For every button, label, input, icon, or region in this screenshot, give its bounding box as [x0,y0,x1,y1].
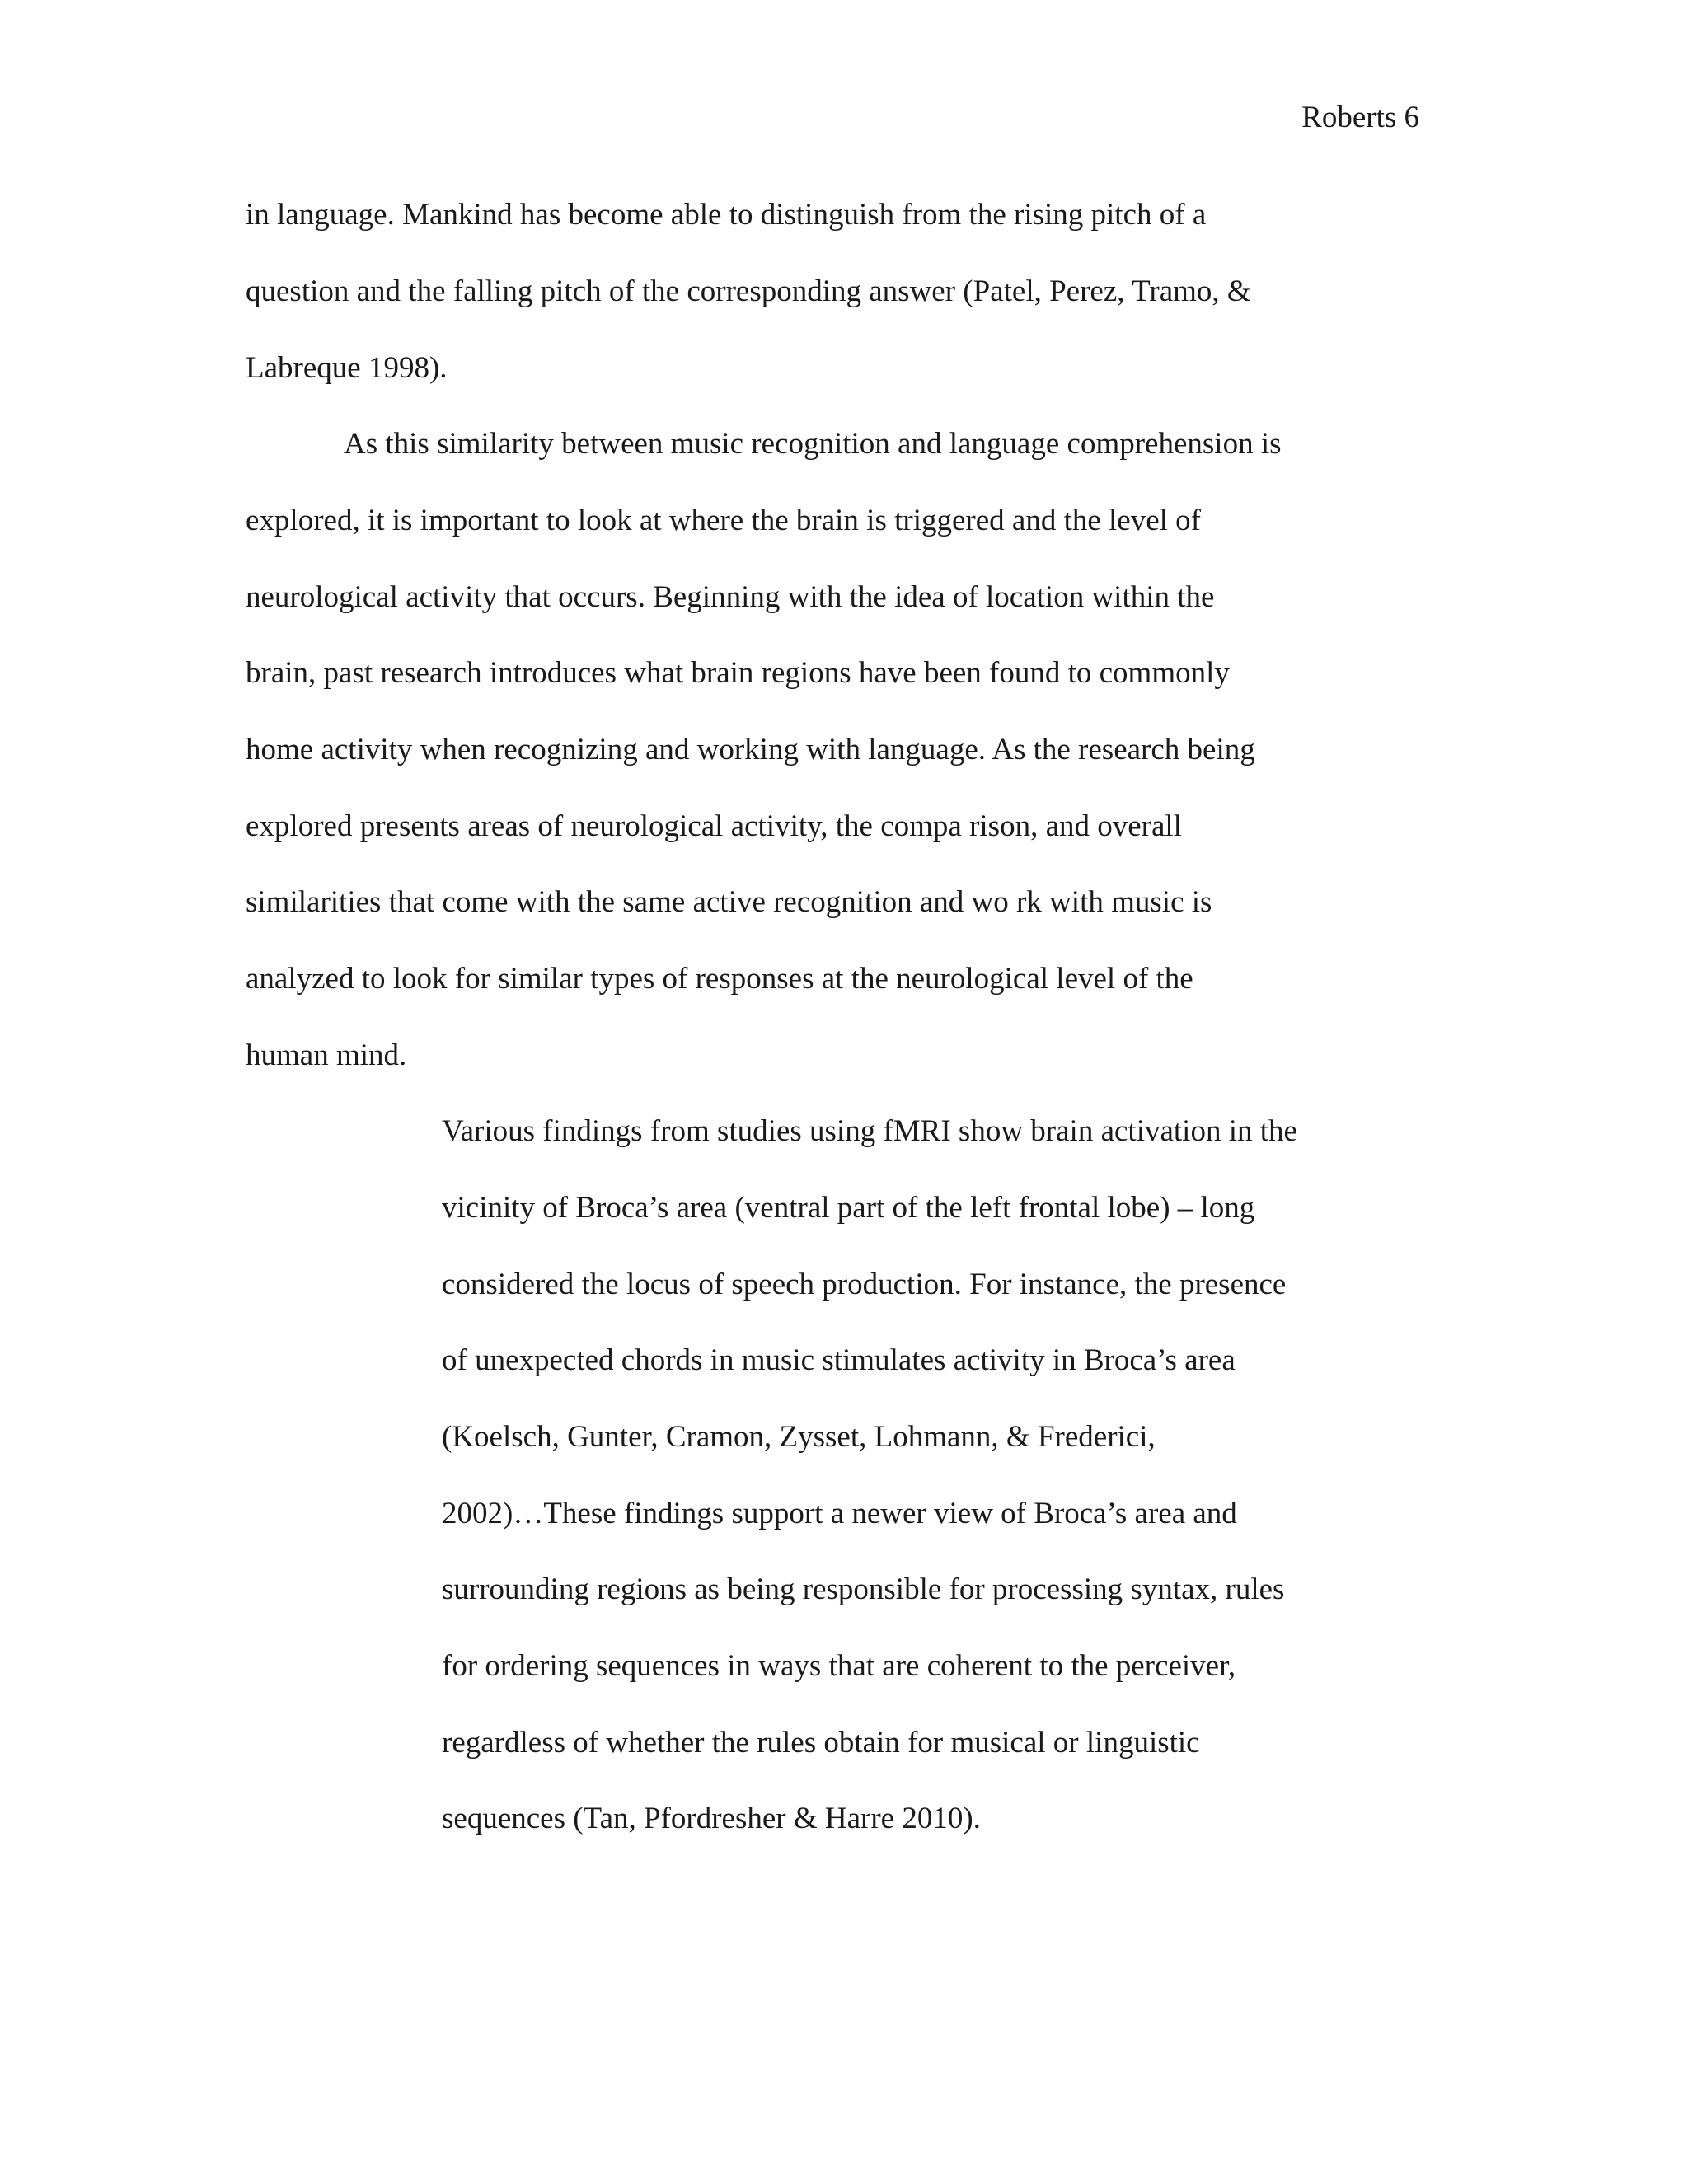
block-quote-line-1: Various findings from studies using fMRI show brain activation in the [442,1114,1297,1148]
running-head: Roberts 6 [1301,101,1419,134]
paragraph-2-line-7: similarities that come with the same active recognition and wo rk with music is [246,885,1212,919]
block-quote-line-10: sequences (Tan, Pfordresher & Harre 2010). [442,1802,981,1835]
paragraph-2-line-2: explored, it is important to look at where the brain is triggered and the level of [246,504,1201,537]
paragraph-2-line-4: brain, past research introduces what brain regions have been found to commonly [246,656,1230,690]
block-quote-line-8: for ordering sequences in ways that are coherent to the perceiver, [442,1649,1236,1683]
paragraph-2-line-9: human mind. [246,1038,407,1072]
paragraph-2-line-6: explored presents areas of neurological activity, the compa rison, and overall [246,809,1182,843]
paragraph-2-line-1: As this similarity between music recognition and language comprehension is [344,427,1282,461]
paragraph-2-line-5: home activity when recognizing and working with language. As the research being [246,733,1255,766]
paragraph-1-line-1: in language. Mankind has become able to distinguish from the rising pitch of a [246,198,1207,232]
block-quote-line-4: of unexpected chords in music stimulates activity in Broca’s area [442,1343,1236,1377]
paragraph-2-line-8: analyzed to look for similar types of responses at the neurological level of the [246,962,1193,996]
paragraph-2-line-3: neurological activity that occurs. Beginning with the idea of location within the [246,580,1215,614]
block-quote-line-3: considered the locus of speech production. For instance, the presence [442,1268,1287,1301]
block-quote-line-6: 2002)…These findings support a newer view of Broca’s area and [442,1497,1237,1530]
paragraph-1-line-3: Labreque 1998). [246,351,448,385]
paragraph-1-line-2: question and the falling pitch of the corresponding answer (Patel, Perez, Tramo, & [246,274,1251,308]
block-quote-line-7: surrounding regions as being responsible for processing syntax, rules [442,1572,1285,1606]
block-quote-line-5: (Koelsch, Gunter, Cramon, Zysset, Lohmann, & Frederici, [442,1420,1156,1454]
block-quote-line-2: vicinity of Broca’s area (ventral part of the left frontal lobe) – long [442,1191,1255,1225]
block-quote-line-9: regardless of whether the rules obtain for musical or linguistic [442,1726,1200,1760]
